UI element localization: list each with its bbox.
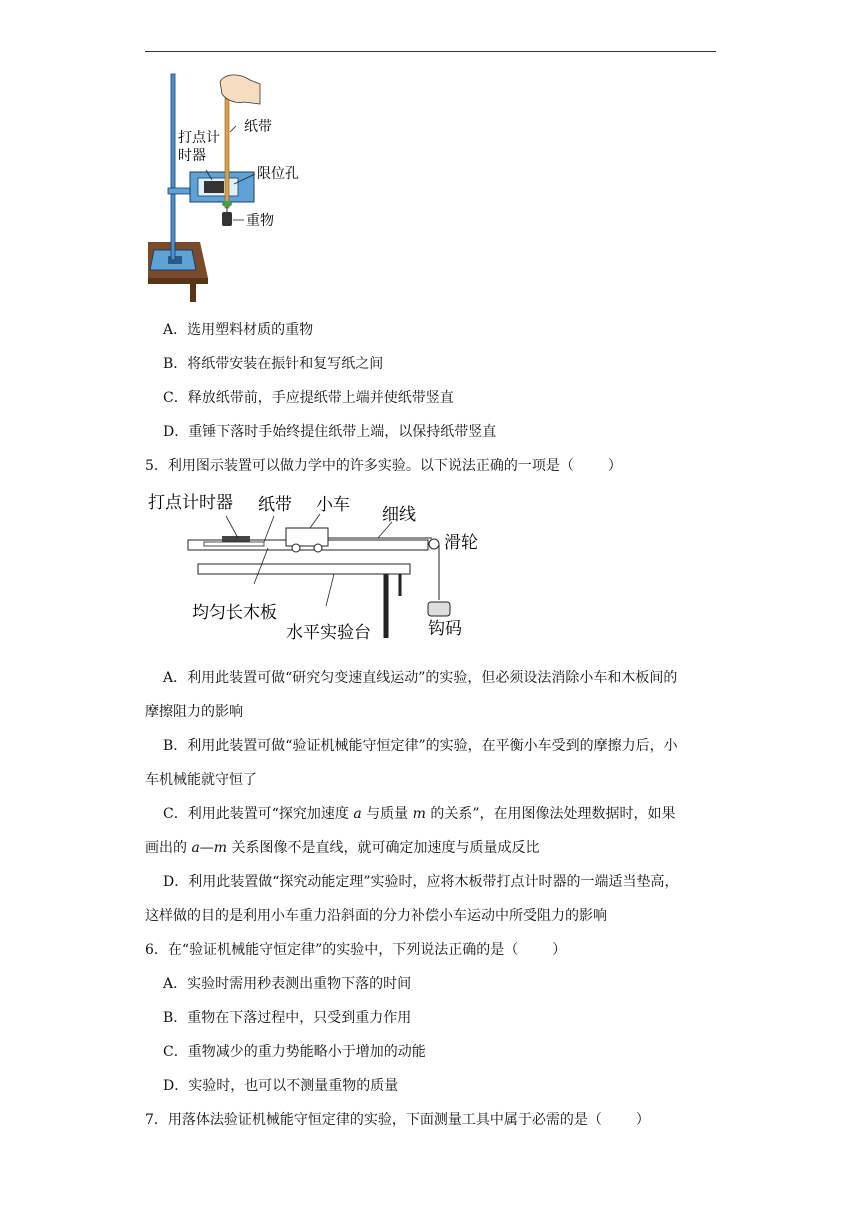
free-fall-apparatus-figure [140,70,310,305]
stand-rod [171,74,175,260]
label-board: 均匀长木板 [192,603,277,623]
q5-option-a-line2: 摩擦阻力的影响 [145,704,243,720]
q6-option-c: C．重物减少的重力势能略小于增加的动能 [163,1044,426,1060]
q6-stem: 6．在“验证机械能守恒定律”的实验中，下列说法正确的是（ ） [145,942,567,958]
q5-option-c-line2: 画出的 a—m 关系图像不是直线，就可确定加速度与质量成反比 [145,840,540,856]
q5-option-d-line2: 这样做的目的是利用小车重力沿斜面的分力补偿小车运动中所受阻力的影响 [145,908,607,924]
q4-option-b: B．将纸带安装在振针和复写纸之间 [163,356,384,372]
q6-option-a: A．实验时需用秒表测出重物下落的时间 [163,976,412,992]
hook-weight [428,602,450,616]
cart-track-figure [140,488,500,640]
q5-option-d-line1: D．利用此装置做“探究动能定理”实验时，应将木板带打点计时器的一端适当垫高， [163,874,679,890]
paper-tape [225,88,229,208]
q4-option-d: D．重锤下落时手始终提住纸带上端，以保持纸带竖直 [163,424,497,440]
q5-option-c-line1: C．利用此装置可“探究加速度 a 与质量 m 的关系”，在用图像法处理数据时，如果 [163,806,676,822]
label-pulley: 滑轮 [444,533,478,553]
lab-table [198,564,410,574]
label-timer: 打点计时器 [148,493,233,513]
header-rule [145,51,716,52]
label-timer: 打点计 [178,130,220,146]
q4-option-c: C．释放纸带前，手应提纸带上端并使纸带竖直 [163,390,454,406]
q5-option-b-line2: 车机械能就守恒了 [145,772,257,788]
label-weight: 重物 [246,213,274,229]
label-hook: 钩码 [428,619,462,639]
q6-option-d: D．实验时，也可以不测量重物的质量 [163,1078,399,1094]
label-table: 水平实验台 [286,623,371,640]
label-hole: 限位孔 [257,166,299,182]
q5-stem: 5．利用图示装置可以做力学中的许多实验。以下说法正确的一项是（ ） [145,458,622,474]
q5-option-b-line1: B．利用此装置可做“验证机械能守恒定律”的实验，在平衡小车受到的摩擦力后，小 [163,738,678,754]
q5-option-a-line1: A．利用此装置可做“研究匀变速直线运动”的实验，但必须设法消除小车和木板间的 [163,670,678,686]
pulley [429,539,439,549]
q4-option-a: A．选用塑料材质的重物 [163,322,314,338]
label-tape: 纸带 [244,119,272,135]
cart [286,528,328,546]
weight [222,212,232,226]
q6-option-b: B．重物在下落过程中，只受到重力作用 [163,1010,412,1026]
q7-stem: 7．用落体法验证机械能守恒定律的实验，下面测量工具中属于必需的是（ ） [145,1112,650,1128]
label-cart: 小车 [316,495,350,515]
label-tape: 纸带 [258,495,292,515]
label-string: 细线 [382,505,416,525]
label-timer-2: 时器 [178,148,206,164]
